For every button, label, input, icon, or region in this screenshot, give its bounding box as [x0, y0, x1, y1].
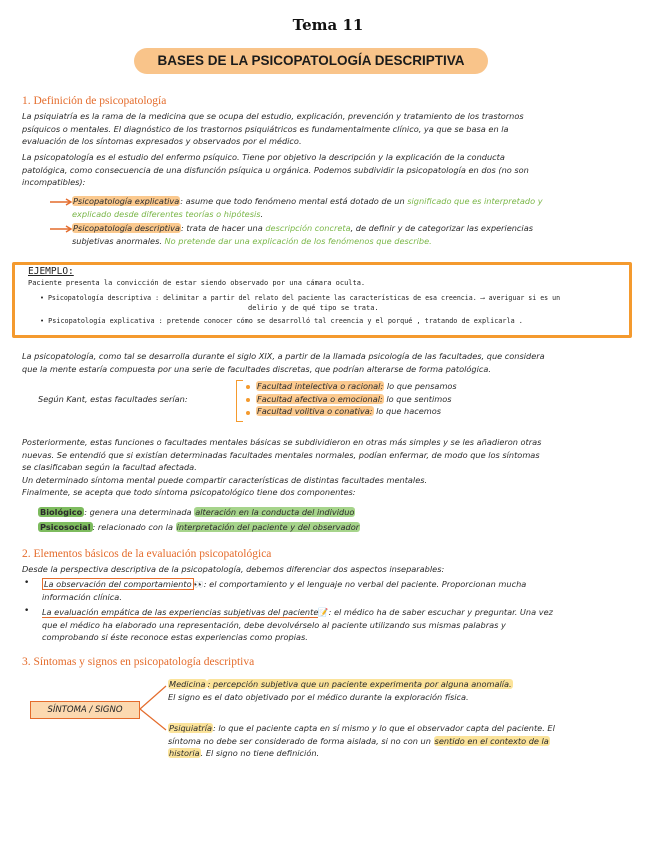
- kant-label: Según Kant, estas facultades serían:: [38, 394, 188, 404]
- bullet-dot: •: [24, 578, 30, 588]
- section-3-heading: 3. Síntomas y signos en psicopatología descriptiva: [22, 656, 255, 668]
- branch-arrows: [138, 680, 172, 736]
- faculty-item: [256, 393, 457, 406]
- text-line: evaluación de los síntomas expresados y observados por el médico.: [22, 136, 302, 147]
- text-run: síntoma no debe ser considerado de forma aislada, si no con un: [168, 735, 434, 746]
- paragraph-psicopatologia: [22, 151, 529, 189]
- highlight-yellow: historia: [169, 748, 200, 759]
- text-line: [42, 578, 622, 591]
- component-biologico: [38, 506, 355, 519]
- item-evaluacion: [42, 606, 627, 644]
- section-2-heading: 2. Elementos básicos de la evaluación psicopatológica: [22, 548, 272, 560]
- faculty-term: Facultad afectiva o emocional:: [257, 393, 383, 404]
- text-line: La psicopatología es el estudio del enfermo psíquico. Tiene por objetivo la descripción y la explicación de la conducta: [22, 152, 505, 162]
- highlight-yellow: : percepción subjetiva que un paciente experimenta por alguna anomalía.: [207, 679, 512, 689]
- boxed-term: La observación del comportamiento: [44, 579, 192, 589]
- section-2-intro: Desde la perspectiva descriptiva de la psicopatología, debemos diferenciar dos aspectos inseparables:: [22, 564, 445, 574]
- faculty-desc: lo que sentimos: [383, 393, 452, 404]
- bullet-dot: [246, 385, 250, 389]
- text-run: , de definir y de categorizar las experiencias: [350, 223, 533, 233]
- paragraph-posteriormente: [22, 436, 541, 499]
- text-line: [72, 235, 612, 248]
- paragraph-historia: [22, 350, 545, 375]
- sintoma-signo-box: SÍNTOMA / SIGNO: [30, 701, 140, 719]
- text-line: La psiquiatría es la rama de la medicina que se ocupa del estudio, explicación, prevención y tratamiento de los trastornos: [22, 111, 524, 121]
- text-run: : asume que todo fenómeno mental está dotado de un: [180, 196, 408, 206]
- note-icon: 📝: [318, 607, 329, 617]
- text-run: . El signo no tiene definición.: [200, 748, 320, 759]
- example-line-4: • Psicopatología explicativa : pretende conocer cómo se desarrolló tal creencia y el porqué , tratando de explicarla .: [40, 317, 523, 325]
- underlined-term: La evaluación empática de las experiencias subjetivas del paciente: [42, 607, 319, 617]
- example-line-2: • Psicopatología descriptiva : delimitar a partir del relato del paciente las características de esa creencia. ⟶ averiguar si es un: [40, 294, 561, 302]
- text-line: [168, 735, 618, 748]
- text-line: El signo es el dato objetivado por el médico durante la exploración física.: [168, 691, 469, 702]
- text-line: información clínica.: [42, 591, 122, 602]
- green-text: significado que es interpretado y: [407, 196, 543, 206]
- descriptiva-definition: [72, 222, 612, 247]
- text-line: [72, 222, 612, 235]
- faculty-item: [256, 405, 457, 418]
- faculty-term: Facultad volitiva o conativa:: [257, 406, 373, 417]
- psiquiatria-definition: [168, 722, 618, 760]
- text-run: : lo que el paciente capta en sí mismo y lo que el observador capta del paciente. El: [213, 723, 555, 733]
- green-text: No pretende dar una explicación de los fenómenos que describe.: [164, 235, 432, 246]
- text-run: : relacionado con la: [92, 522, 176, 532]
- item-observacion: [42, 578, 622, 603]
- medicina-definition: [168, 678, 618, 703]
- text-line: Posteriormente, estas funciones o facultades mentales básicas se subdividieron en otras más simples y se les añadieron otras: [22, 437, 542, 447]
- green-text: explicado desde diferentes teorías o hipótesis: [72, 208, 261, 219]
- document-title: BASES DE LA PSICOPATOLOGÍA DESCRIPTIVA: [134, 48, 488, 74]
- example-line-1: Paciente presenta la convicción de estar siendo observado por una cámara oculta.: [28, 279, 366, 287]
- highlight-yellow: sentido en el contexto de la: [434, 735, 549, 746]
- term-descriptiva: Psicopatología descriptiva: [73, 223, 180, 233]
- text-line: nuevas. Se entendió que si existían determinadas facultades mentales normales, podían enfermar, de modo que los síntomas: [22, 449, 540, 460]
- highlight-green: interpretación del paciente y del observador: [176, 522, 360, 532]
- bullet-dot: •: [24, 606, 30, 616]
- example-line-3: delirio y de qué tipo se trata.: [248, 304, 379, 312]
- text-line: comprobando si éste reconoce estas experiencias como propias.: [42, 632, 308, 643]
- paragraph-psiquiatria: [22, 110, 524, 148]
- text-line: que el médico ha elaborado una representación, debe devolvérselo al paciente utilizando sus mismas palabras y: [42, 619, 506, 630]
- text-line: Finalmente, se acepta que todo síntoma psicopatológico tiene dos componentes:: [22, 487, 356, 498]
- text-line: [168, 678, 618, 691]
- text-line: [72, 208, 612, 221]
- example-label: EJEMPLO:: [28, 266, 74, 277]
- term-psiquiatria: Psiquiatría: [169, 723, 213, 733]
- text-line: que la mente estaría compuesta por una serie de facultades discretas, que podrían alterarse de forma patológica.: [22, 363, 491, 374]
- text-run: : el médico ha de saber escuchar y preguntar. Una vez: [328, 607, 553, 617]
- text-run: .: [260, 208, 264, 219]
- faculty-desc: lo que pensamos: [384, 381, 457, 391]
- text-line: [168, 747, 618, 760]
- term-biologico: Biológico: [40, 507, 83, 517]
- faculty-item: [256, 380, 457, 393]
- highlight-green: alteración en la conducta del individuo: [195, 507, 355, 517]
- text-run: : trata de hacer una: [181, 223, 266, 233]
- faculty-term: Facultad intelectiva o racional:: [257, 381, 384, 391]
- text-line: [72, 195, 612, 208]
- text-line: se clasificaban según la facultad afectada.: [22, 462, 197, 473]
- faculties-bracket: [236, 380, 243, 422]
- section-1-heading: 1. Definición de psicopatología: [22, 95, 167, 107]
- text-line: incompatibles):: [22, 177, 86, 188]
- text-line: Un determinado síntoma mental puede compartir características de distintas facultades mentales.: [22, 474, 428, 485]
- eye-icon: 👀: [193, 579, 204, 589]
- text-line: [168, 722, 618, 735]
- component-psicosocial: [38, 521, 360, 534]
- faculty-desc: lo que hacemos: [373, 406, 442, 417]
- text-line: [42, 606, 627, 619]
- faculties-list: [256, 380, 457, 418]
- topic-number: Tema 11: [292, 16, 364, 34]
- explicativa-definition: [72, 195, 612, 220]
- term-psicosocial: Psicosocial: [40, 522, 91, 532]
- text-run: subjetivas anormales.: [72, 235, 165, 246]
- term-medicina: Medicina: [169, 679, 206, 689]
- text-run: : el comportamiento y el lenguaje no verbal del paciente. Proporcionan mucha: [203, 579, 527, 589]
- text-line: La psicopatología, como tal se desarrolla durante el siglo XIX, a partir de la llamada psicología de las facultades, que considera: [22, 351, 545, 361]
- text-line: psíquicos o mentales. El diagnóstico de los trastornos psiquiátricos es fundamentalmente clínico, ya que se basa en la: [22, 123, 509, 134]
- term-explicativa: Psicopatología explicativa: [73, 196, 180, 206]
- green-text: descripción concreta: [265, 223, 351, 233]
- text-run: : genera una determinada: [84, 507, 195, 517]
- bullet-dot: [246, 398, 250, 402]
- bullet-dot: [246, 411, 250, 415]
- text-line: patológica, como consecuencia de una disfunción psíquica u orgánica. Podemos subdividir la psicopatología en dos (no son: [22, 164, 529, 175]
